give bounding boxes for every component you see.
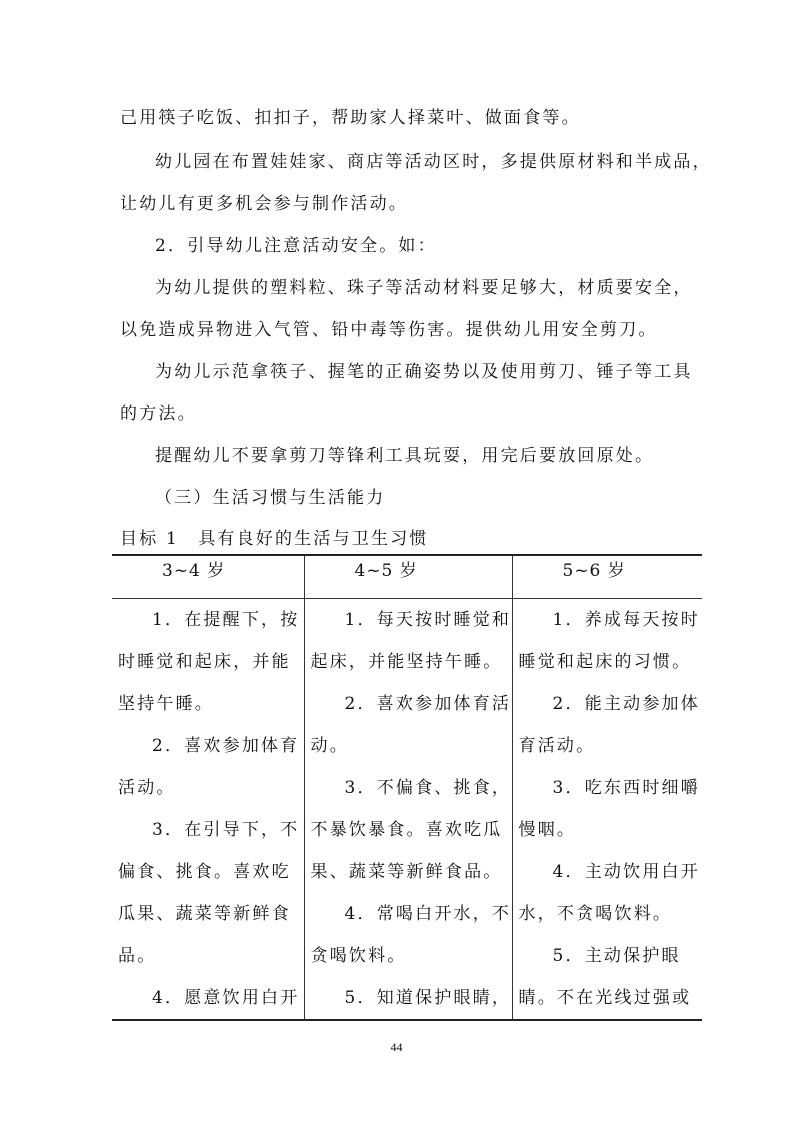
cell-line: 贪喝饮料。 [310, 946, 407, 966]
cell-line: 时睡觉和起床，并能 [118, 652, 291, 672]
cell-line: 睡觉和起床的习惯。 [518, 652, 692, 672]
cell-age-3-4 [112, 599, 304, 1021]
cell-line: 4．主动饮用白开 [552, 862, 700, 882]
cell-line: 不暴饮暴食。喜欢吃瓜 [310, 820, 503, 840]
paragraph-line: 己用筷子吃饭、扣扣子，帮助家人择菜叶、做面食等。 [120, 108, 581, 128]
cell-line: 慢咽。 [518, 820, 577, 840]
cell-line: 活动。 [118, 778, 176, 798]
header-age-5-6: 5~6 岁 [512, 555, 702, 599]
paragraph-line: 为幼儿提供的塑料粒、珠子等活动材料要足够大，材质要安全， [155, 278, 693, 298]
cell-line: 睛。不在光线过强或 [518, 988, 692, 1008]
paragraph-line: 幼儿园在布置娃娃家、商店等活动区时，多提供原材料和半成品， [155, 152, 712, 172]
cell-line: 3．吃东西时细嚼 [552, 778, 700, 798]
cell-line: 2．喜欢参加体育活 [344, 694, 512, 714]
cell-age-5-6 [512, 599, 702, 1021]
cell-line: 3．不偏食、挑食， [344, 778, 512, 798]
cell-line: 品。 [118, 946, 157, 966]
cell-line: 3．在引导下，不 [152, 820, 300, 840]
table-row [112, 599, 702, 1021]
cell-line: 果、蔬菜等新鲜食品。 [310, 862, 503, 882]
goal-table [112, 554, 702, 1021]
cell-line: 5．主动保护眼 [552, 946, 681, 966]
cell-line: 坚持午睡。 [118, 694, 214, 714]
cell-line: 1．每天按时睡觉和 [344, 610, 512, 630]
paragraph-line: 为幼儿示范拿筷子、握笔的正确姿势以及使用剪刀、锤子等工具 [155, 362, 693, 382]
cell-line: 偏食、挑食。喜欢吃 [118, 862, 291, 882]
cell-line: 1．养成每天按时 [552, 610, 700, 630]
goal-title: 目标 1 具有良好的生活与卫生习惯 [120, 529, 429, 549]
paragraph-line: 的方法。 [120, 404, 197, 424]
cell-line: 动。 [310, 736, 349, 756]
cell-line: 水，不贪喝饮料。 [518, 904, 673, 924]
cell-line: 4．愿意饮用白开 [152, 988, 300, 1008]
paragraph-line: 提醒幼儿不要拿剪刀等锋利工具玩耍，用完后要放回原处。 [155, 446, 655, 466]
cell-line: 瓜果、蔬菜等新鲜食 [118, 904, 291, 924]
cell-line: 起床，并能坚持午睡。 [310, 652, 503, 672]
page-number: 44 [390, 1040, 403, 1054]
cell-line: 1．在提醒下，按 [152, 610, 300, 630]
cell-line: 2．能主动参加体 [552, 694, 700, 714]
cell-line: 育活动。 [518, 736, 596, 756]
header-age-3-4: 3~4 岁 [112, 555, 304, 599]
paragraph-line: 以免造成异物进入气管、铅中毒等伤害。提供幼儿用安全剪刀。 [120, 320, 658, 340]
cell-age-4-5 [304, 599, 512, 1021]
cell-line: 2．喜欢参加体育 [152, 736, 300, 756]
paragraph-line: 让幼儿有更多机会参与制作活动。 [120, 194, 408, 214]
cell-line: 5．知道保护眼睛， [344, 988, 512, 1008]
table-header-row [112, 555, 702, 599]
paragraph-line: 2．引导幼儿注意活动安全。如： [155, 236, 437, 256]
section-heading: （三）生活习惯与生活能力 [155, 488, 386, 508]
header-age-4-5: 4~5 岁 [304, 555, 512, 599]
cell-line: 4．常喝白开水，不 [344, 904, 512, 924]
